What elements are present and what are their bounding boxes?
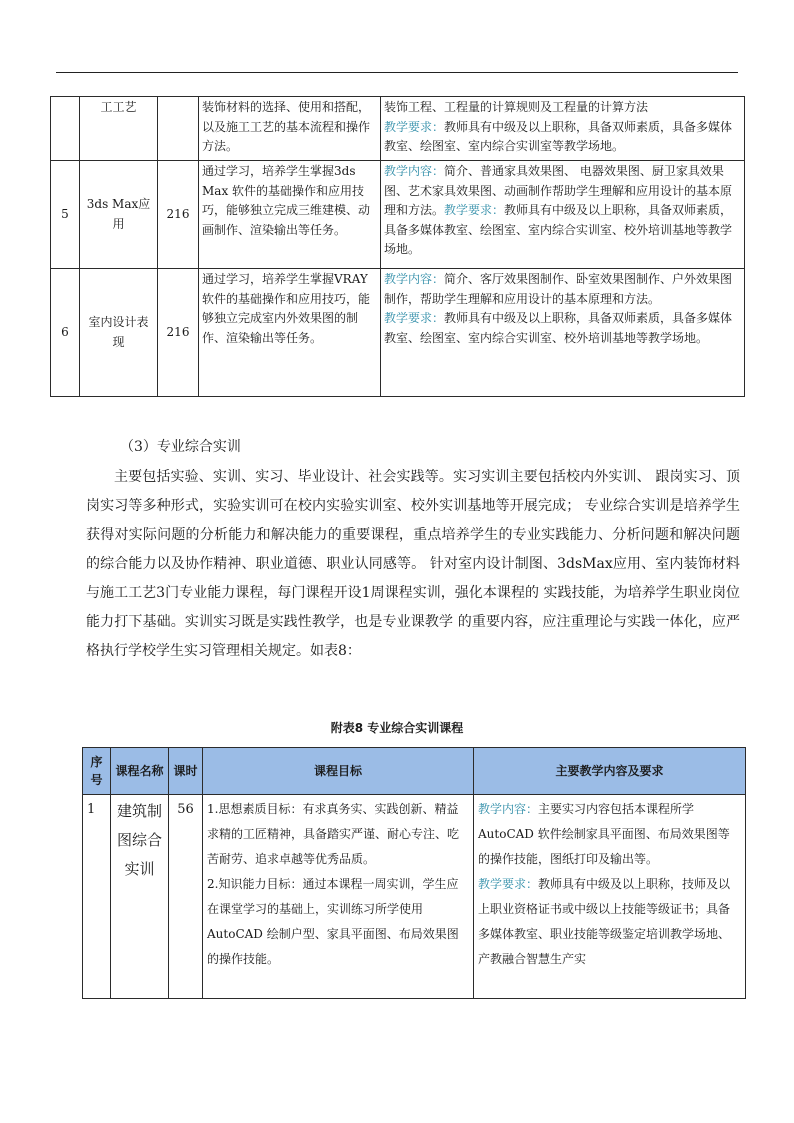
table-row	[51, 97, 745, 161]
requirement-label: 教学要求：	[444, 203, 505, 217]
course-goal: 通过学习，培养学生掌握3ds Max 软件的基础操作和应用技巧，能够独立完成三维建模、动画制作、渲染输出等任务。	[199, 161, 381, 269]
course-content	[381, 269, 745, 397]
row-number: 5	[51, 161, 80, 269]
course-hours: 216	[158, 269, 199, 397]
header-content: 主要教学内容及要求	[474, 748, 746, 795]
course-name: 工工艺	[80, 97, 158, 161]
goal-item: 1.思想素质目标：有求真务实、实践创新、精益求精的工匠精神，具备踏实严谨、耐心专注、吃苦耐劳、追求卓越等优秀品质。	[207, 802, 460, 866]
course-content	[381, 161, 745, 269]
course-content	[474, 795, 746, 999]
header-course-name: 课程名称	[111, 748, 169, 795]
row-number: 6	[51, 269, 80, 397]
requirement-text: 教师具有中级及以上职称，具备双师素质，具备多媒体教室、绘图室、室内综合实训室、校外培训基地等教学场地。	[384, 203, 733, 256]
course-goal: 通过学习，培养学生掌握VRAY软件的基础操作和应用技巧，能够独立完成室内外效果图的制作、渲染输出等任务。	[199, 269, 381, 397]
header-seq: 序号	[83, 748, 111, 795]
course-name: 3ds Max应用	[80, 161, 158, 269]
content-block	[478, 797, 741, 872]
course-hours: 56	[169, 795, 203, 999]
course-goal	[203, 795, 474, 999]
course-name: 室内设计表现	[80, 269, 158, 397]
requirement-text: 教师具有中级及以上职称，技师及以上职业资格证书或中级以上技能等级证书；具备多媒体教室、职业技能等级鉴定培训教学场地、产教融合智慧生产实	[478, 877, 731, 966]
requirement-label: 教学要求：	[478, 877, 539, 891]
requirement-block	[478, 872, 741, 972]
section-paragraph: 主要包括实验、实训、实习、毕业设计、社会实践等。实习实训主要包括校内外实训、 跟岗实习、顶岗实习等多种形式，实验实训可在校内实验实训室、校外实训基地等开展完成； 专业综合实训是培养学生获得对实际问题的分析能力和解决能力的重要课程，重点培养学生的专业实践能力、分析问题和解决问题的综合能力以及协作精神、职业道德、职业认同感等。 针对室内设计制图、3dsMax应用、室内装饰材料与施工工艺3门专业能力课程，每门课程开设1周课程实训，强化本课程的 实践技能，为培养学生职业岗位能力打下基础。实训实习既是实践性教学，也是专业课教学 的重要内容，应注重理论与实践一体化，应严格执行学校学生实习管理相关规定。如表8：	[86, 469, 740, 659]
table-caption: 附表8 专业综合实训课程	[330, 721, 464, 735]
content-label: 教学内容：	[384, 272, 445, 286]
table-row	[51, 269, 745, 397]
content-text: 主要实习内容包括本课程所学AutoCAD 软件绘制家具平面图、布局效果图等的操作技能，图纸打印及输出等。	[478, 802, 730, 866]
content-label: 教学内容：	[384, 164, 445, 178]
comprehensive-training-table	[82, 747, 746, 999]
header-goal: 课程目标	[203, 748, 474, 795]
course-name: 建筑制图综合实训	[111, 795, 169, 999]
course-goal: 装饰材料的选择、使用和搭配，以及施工工艺的基本流程和操作方法。	[199, 97, 381, 161]
content-text: 简介、普通家具效果图、 电器效果图、厨卫家具效果图、艺术家具效果图、动画制作帮助学生理解和应用设计的基本原理和方法。	[384, 164, 733, 217]
table-row	[51, 161, 745, 269]
content-text: 装饰工程、工程量的计算规则及工程量的计算方法	[384, 100, 649, 114]
row-number: 1	[83, 795, 111, 999]
course-hours: 216	[158, 161, 199, 269]
header-rule	[56, 72, 738, 73]
goal-item: 2.知识能力目标：通过本课程一周实训，学生应在课堂学习的基础上，实训练习所学使用AutoCAD 绘制户型、家具平面图、布局效果图的操作技能。	[207, 877, 459, 966]
table-row	[83, 795, 746, 999]
table-header-row	[83, 748, 746, 795]
header-hours: 课时	[169, 748, 203, 795]
row-number	[51, 97, 80, 161]
course-hours	[158, 97, 199, 161]
content-label: 教学内容：	[478, 802, 539, 816]
content-text: 简介、客厅效果图制作、卧室效果图制作、户外效果图制作，帮助学生理解和应用设计的基本原理和方法。	[384, 272, 733, 306]
requirement-label: 教学要求：	[384, 311, 445, 325]
course-table-continued	[50, 96, 745, 397]
course-content	[381, 97, 745, 161]
requirement-text: 教师具有中级及以上职称，具备双师素质，具备多媒体教室、绘图室、室内综合实训室、校外培训基地等教学场地。	[384, 311, 733, 345]
requirement-text: 教师具有中级及以上职称，具备双师素质，具备多媒体教室、绘图室、室内综合实训室等教学场地。	[384, 119, 733, 153]
section-subheading: （3）专业综合实训	[120, 439, 241, 455]
requirement-label: 教学要求：	[384, 119, 445, 134]
